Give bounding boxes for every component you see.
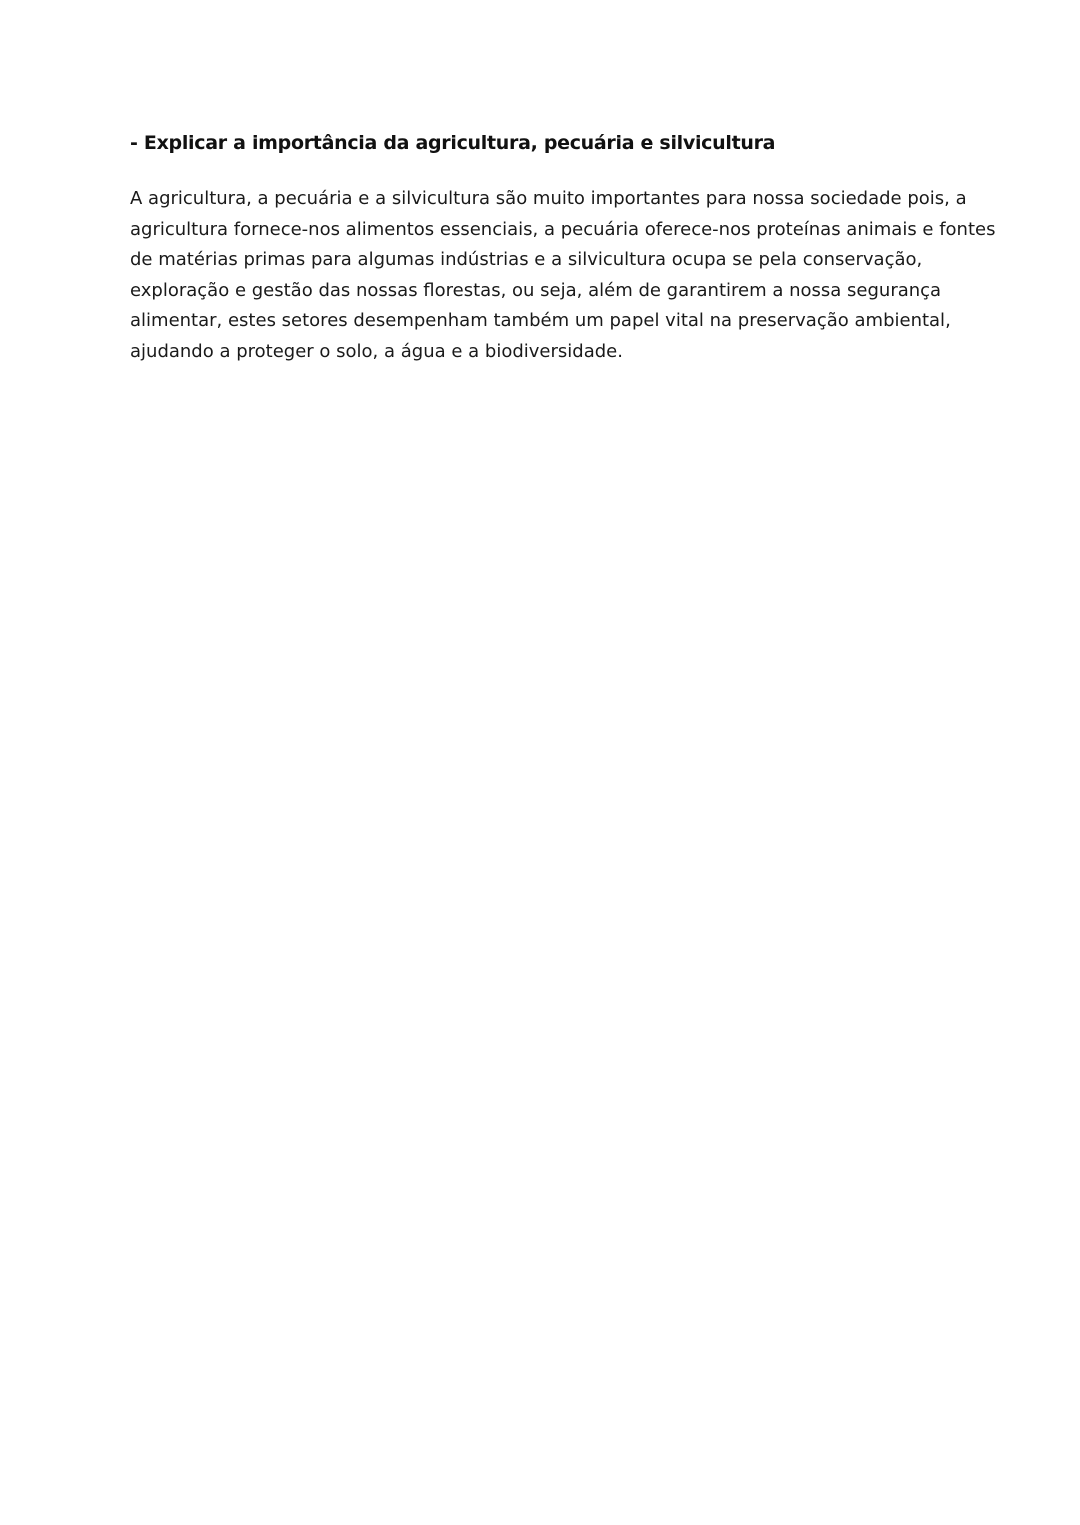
document-content (130, 128, 996, 367)
body-paragraph (130, 184, 996, 367)
paragraph-line: ajudando a proteger o solo, a água e a biodiversidade. (130, 340, 623, 362)
paragraph-line: de matérias primas para algumas indústrias e a silvicultura ocupa se pela conservação, (130, 249, 923, 270)
paragraph-line: A agricultura, a pecuária e a silvicultura são muito importantes para nossa sociedade pois, a (130, 188, 967, 209)
paragraph-line: alimentar, estes setores desempenham também um papel vital na preservação ambiental, (130, 310, 951, 331)
paragraph-line: exploração e gestão das nossas florestas, ou seja, além de garantirem a nossa segurança (130, 279, 942, 301)
section-heading: - Explicar a importância da agricultura, pecuária e silvicultura (130, 132, 776, 154)
paragraph-line: agricultura fornece-nos alimentos essenciais, a pecuária oferece-nos proteínas animais e fontes (130, 218, 996, 240)
